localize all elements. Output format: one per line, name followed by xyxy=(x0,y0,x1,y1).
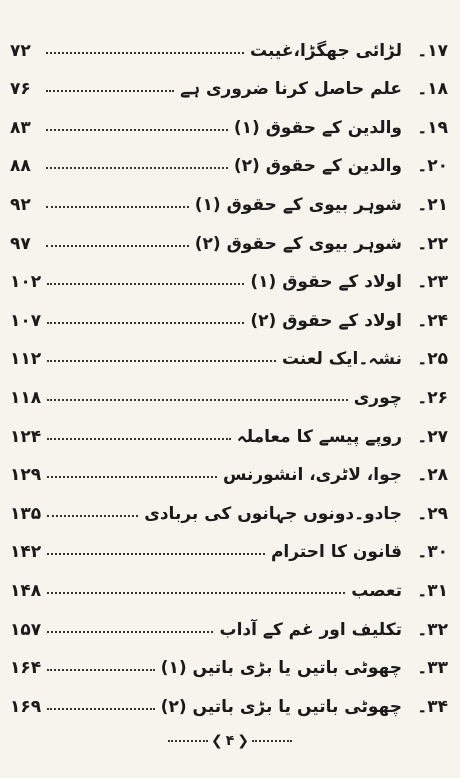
toc-entry-page: ۱۵۷ xyxy=(10,619,42,640)
toc-entry-page: ۱۳۵ xyxy=(10,503,42,524)
dot-leader xyxy=(46,206,189,208)
toc-row xyxy=(10,369,448,408)
toc-entry-page: ۱۲۴ xyxy=(10,426,42,447)
toc-entry-number: ۲۷۔ xyxy=(417,426,448,447)
toc-entry-page: ۱۶۹ xyxy=(10,696,42,717)
dot-leader xyxy=(47,631,213,633)
toc-entry-number: ۲۹۔ xyxy=(417,503,448,524)
footer-dots-right xyxy=(252,740,292,742)
dot-leader xyxy=(47,438,231,440)
toc-entry-page: ۷۲ xyxy=(10,40,31,61)
toc-row xyxy=(10,215,448,254)
toc-entry-title: شوہر بیوی کے حقوق (۲) xyxy=(194,233,402,254)
toc-entry-number: ۲۸۔ xyxy=(417,465,448,486)
toc-entry-number: ۲۴۔ xyxy=(417,310,448,331)
toc-entry-title: چھوٹی باتیں یا بڑی باتیں (۱) xyxy=(160,658,402,679)
dot-leader xyxy=(47,553,265,555)
toc-entry-title: نشہ۔ایک لعنت xyxy=(281,349,402,370)
page-footer xyxy=(0,733,460,749)
toc-entry-page: ۷۶ xyxy=(10,79,31,100)
toc-row xyxy=(10,524,448,563)
toc-entry-title: شوہر بیوی کے حقوق (۱) xyxy=(194,194,402,215)
toc-entry-page: ۹۲ xyxy=(10,194,31,215)
toc-entry-title: چھوٹی باتیں یا بڑی باتیں (۲) xyxy=(160,696,402,717)
toc-row xyxy=(10,61,448,100)
toc-entry-title: اولاد کے حقوق (۱) xyxy=(250,272,402,293)
toc-entry-page: ۱۰۲ xyxy=(10,272,42,293)
dot-leader xyxy=(47,669,155,671)
dot-leader xyxy=(47,360,276,362)
toc-entry-number: ۲۱۔ xyxy=(417,194,448,215)
toc-row xyxy=(10,331,448,370)
toc-entry-number: ۱۷۔ xyxy=(417,40,448,61)
toc-entry-page: ۱۶۴ xyxy=(10,658,42,679)
toc-entry-number: ۲۶۔ xyxy=(417,387,448,408)
toc-row xyxy=(10,138,448,177)
toc-row xyxy=(10,99,448,138)
toc-entry-page: ۸۸ xyxy=(10,156,31,177)
toc-entry-page: ۱۰۷ xyxy=(10,310,42,331)
toc-entry-number: ۳۳۔ xyxy=(417,658,448,679)
toc-row xyxy=(10,640,448,679)
dot-leader xyxy=(47,322,244,324)
dot-leader xyxy=(47,592,345,594)
toc-row xyxy=(10,22,448,61)
toc-row xyxy=(10,447,448,486)
toc-entry-title: قانون کا احترام xyxy=(270,542,402,563)
toc-entry-title: روپے پیسے کا معاملہ xyxy=(236,426,402,447)
toc-entry-title: علم حاصل کرنا ضروری ہے xyxy=(180,79,402,100)
ornament-left-icon: ❮ xyxy=(210,733,223,749)
toc-row xyxy=(10,292,448,331)
page-number-ornament xyxy=(211,733,249,749)
toc-entry-number: ۲۲۔ xyxy=(417,233,448,254)
toc-entry-number: ۳۲۔ xyxy=(417,619,448,640)
toc-entry-page: ۱۱۲ xyxy=(10,349,42,370)
toc-entry-number: ۱۹۔ xyxy=(417,117,448,138)
dot-leader xyxy=(46,167,228,169)
toc-entry-title: اولاد کے حقوق (۲) xyxy=(250,310,402,331)
toc-entry-page: ۱۲۹ xyxy=(10,465,42,486)
footer-dots-left xyxy=(168,740,208,742)
dot-leader xyxy=(47,515,138,517)
dot-leader xyxy=(46,90,174,92)
toc-entry-title: جوا، لاٹری، انشورنس xyxy=(222,465,402,486)
toc-entry-page: ۱۴۸ xyxy=(10,580,42,601)
toc-row xyxy=(10,485,448,524)
toc-row xyxy=(10,601,448,640)
toc-entry-number: ۲۵۔ xyxy=(417,349,448,370)
toc-entry-number: ۳۱۔ xyxy=(417,580,448,601)
toc-row xyxy=(10,408,448,447)
toc-entry-title: والدین کے حقوق (۱) xyxy=(233,117,402,138)
toc-entry-page: ۸۳ xyxy=(10,117,31,138)
toc-entry-title: چوری xyxy=(353,387,402,408)
toc-entry-title: جادو۔دونوں جہانوں کی بربادی xyxy=(144,503,402,524)
toc-entry-page: ۱۴۲ xyxy=(10,542,42,563)
toc-row xyxy=(10,562,448,601)
toc-entry-number: ۲۰۔ xyxy=(417,156,448,177)
dot-leader xyxy=(46,129,228,131)
dot-leader xyxy=(46,52,244,54)
ornament-right-icon: ❯ xyxy=(237,733,249,749)
dot-leader xyxy=(47,476,217,478)
toc-entry-page: ۹۷ xyxy=(10,233,31,254)
toc-entry-number: ۳۰۔ xyxy=(417,542,448,563)
table-of-contents xyxy=(10,22,448,717)
toc-entry-number: ۲۳۔ xyxy=(417,272,448,293)
toc-entry-page: ۱۱۸ xyxy=(10,387,42,408)
dot-leader xyxy=(47,283,244,285)
toc-entry-title: والدین کے حقوق (۲) xyxy=(233,156,402,177)
toc-row xyxy=(10,254,448,293)
dot-leader xyxy=(47,399,348,401)
footer-page-number: ۴ xyxy=(225,733,235,749)
toc-entry-number: ۱۸۔ xyxy=(417,79,448,100)
dot-leader xyxy=(46,245,189,247)
toc-row xyxy=(10,176,448,215)
toc-entry-title: لڑائی جھگڑا،غیبت xyxy=(250,40,402,61)
toc-row xyxy=(10,678,448,717)
toc-entry-title: تکلیف اور غم کے آداب xyxy=(219,619,402,640)
toc-entry-title: تعصب xyxy=(351,580,402,601)
dot-leader xyxy=(47,708,155,710)
toc-entry-number: ۳۴۔ xyxy=(417,696,448,717)
